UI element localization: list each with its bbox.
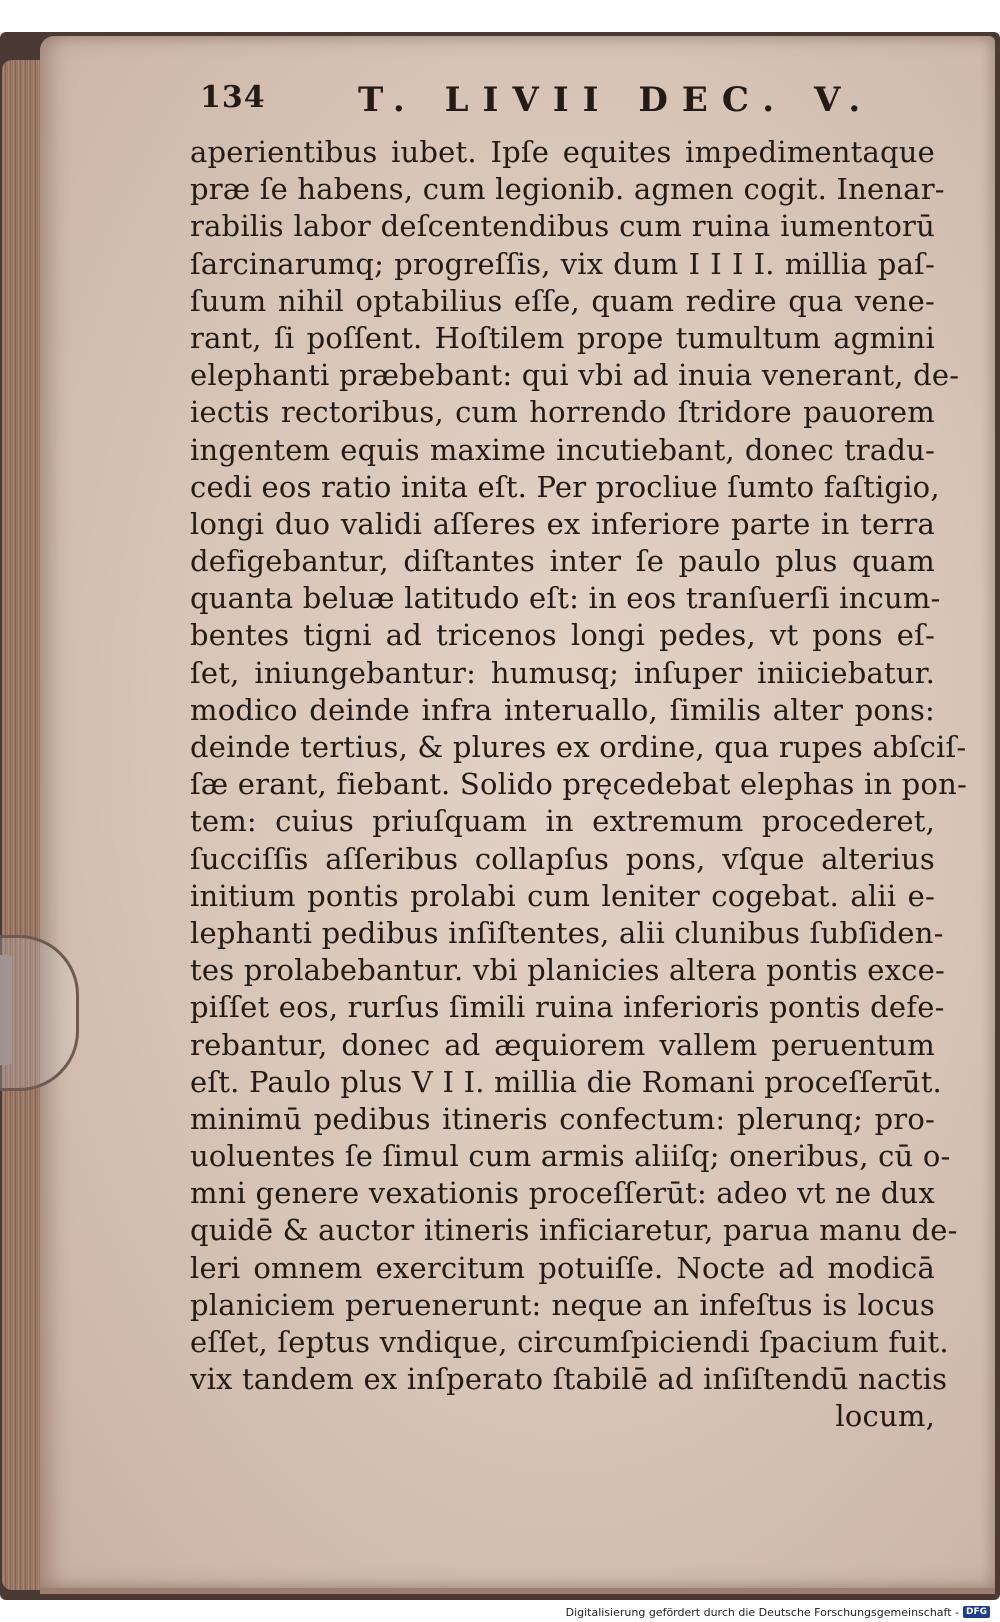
text-line: quanta beluæ latitudo eſt: in eos tranſuerſi incum- [190,581,941,616]
text-line: mni genere vexationis proceſſerūt: adeo vt ne dux [190,1176,935,1211]
text-line: tem: cuius priuſquam in extremum procederet, [190,804,935,839]
page-header [190,80,950,130]
digitization-credit [566,1604,990,1620]
text-line: longi duo validi aſſeres ex inferiore parte in terra [190,506,935,541]
text-line: initium pontis prolabi cum leniter cogebat. alii e- [190,878,935,913]
text-line: tes prolabebantur. vbi planicies altera pontis exce- [190,953,945,988]
text-line: rebantur, donec ad æquiorem vallem peruentum [190,1027,935,1062]
running-title: T. LIVII DEC. V. [358,80,875,120]
body-text [190,134,967,1436]
text-line: modico deinde infra interuallo, ſimilis alter pons: [190,692,935,727]
text-line: ſucciſſis aſſeribus collapſus pons, vſque alterius [190,841,935,876]
text-line: bentes tigni ad tricenos longi pedes, vt pons eſ- [190,618,935,653]
text-line: iectis rectoribus, cum horrendo ſtridore pauorem [190,395,935,430]
page-bottom-edge [40,1588,995,1594]
text-line: uoluentes ſe ſimul cum armis aliiſq; oneribus, cū o- [190,1139,951,1174]
text-line: præ ſe habens, cum legionib. agmen cogit. Inenar- [190,172,945,207]
text-line: leri omnem exercitum potuiſſe. Nocte ad modicā [190,1250,935,1285]
credit-text: Digitalisierung gefördert durch die Deutsche Forschungsgemeinschaft - [565,1605,959,1619]
text-line: minimū pedibus itineris confectum: plerunq; pro- [190,1101,935,1136]
text-line: elephanti præbebant: qui vbi ad inuia venerant, de- [190,358,960,393]
text-line: aperientibus iubet. Ipſe equites impedimentaque [190,135,935,169]
text-line: rant, ſi poſſent. Hoſtilem prope tumultum agmini [190,320,935,355]
text-line: locum, [835,1399,935,1434]
text-line: rabilis labor deſcentendibus cum ruina iumentorū [190,209,935,244]
text-line: ingentem equis maxime incutiebant, donec tradu- [190,432,935,467]
text-line: planiciem peruenerunt: neque an infeſtus is locus [190,1287,935,1322]
dfg-logo: DFG [963,1606,990,1618]
text-line: ſæ erant, fiebant. Solido pręcedebat elephas in pon- [190,767,967,802]
text-line: vix tandem ex inſperato ſtabilē ad inſiſtendū nactis [190,1362,948,1397]
text-line: piſſet eos, rurſus ſimili ruina inferioris pontis defe- [190,990,945,1025]
text-line: ſarcinarumq; progreſſis, vix dum I I I I. millia paſ- [190,246,935,281]
text-line: defigebantur, diſtantes inter ſe paulo plus quam [190,544,935,579]
text-line: ſuum nihil optabilius eſſe, quam redire qua vene- [190,283,935,318]
text-line: deinde tertius, & plures ex ordine, qua rupes abſciſ- [190,730,967,764]
page-text-block [190,80,967,1436]
page-number: 134 [200,80,266,115]
text-line: quidē & auctor itineris inficiaretur, parua manu de- [190,1213,958,1248]
text-line: cedi eos ratio inita eſt. Per procliue ſumto faſtigio, [190,469,940,504]
text-line: ſet, iniungebantur: humusq; inſuper iniiciebatur. [190,655,935,690]
text-line: lephanti pedibus inſiſtentes, alii clunibus ſubſiden- [190,915,944,950]
text-line: eſſet, ſeptus vndique, circumſpiciendi ſpacium fuit. [190,1325,949,1359]
text-line: eſt. Paulo plus V I I. millia die Romani proceſſerūt. [190,1064,942,1099]
